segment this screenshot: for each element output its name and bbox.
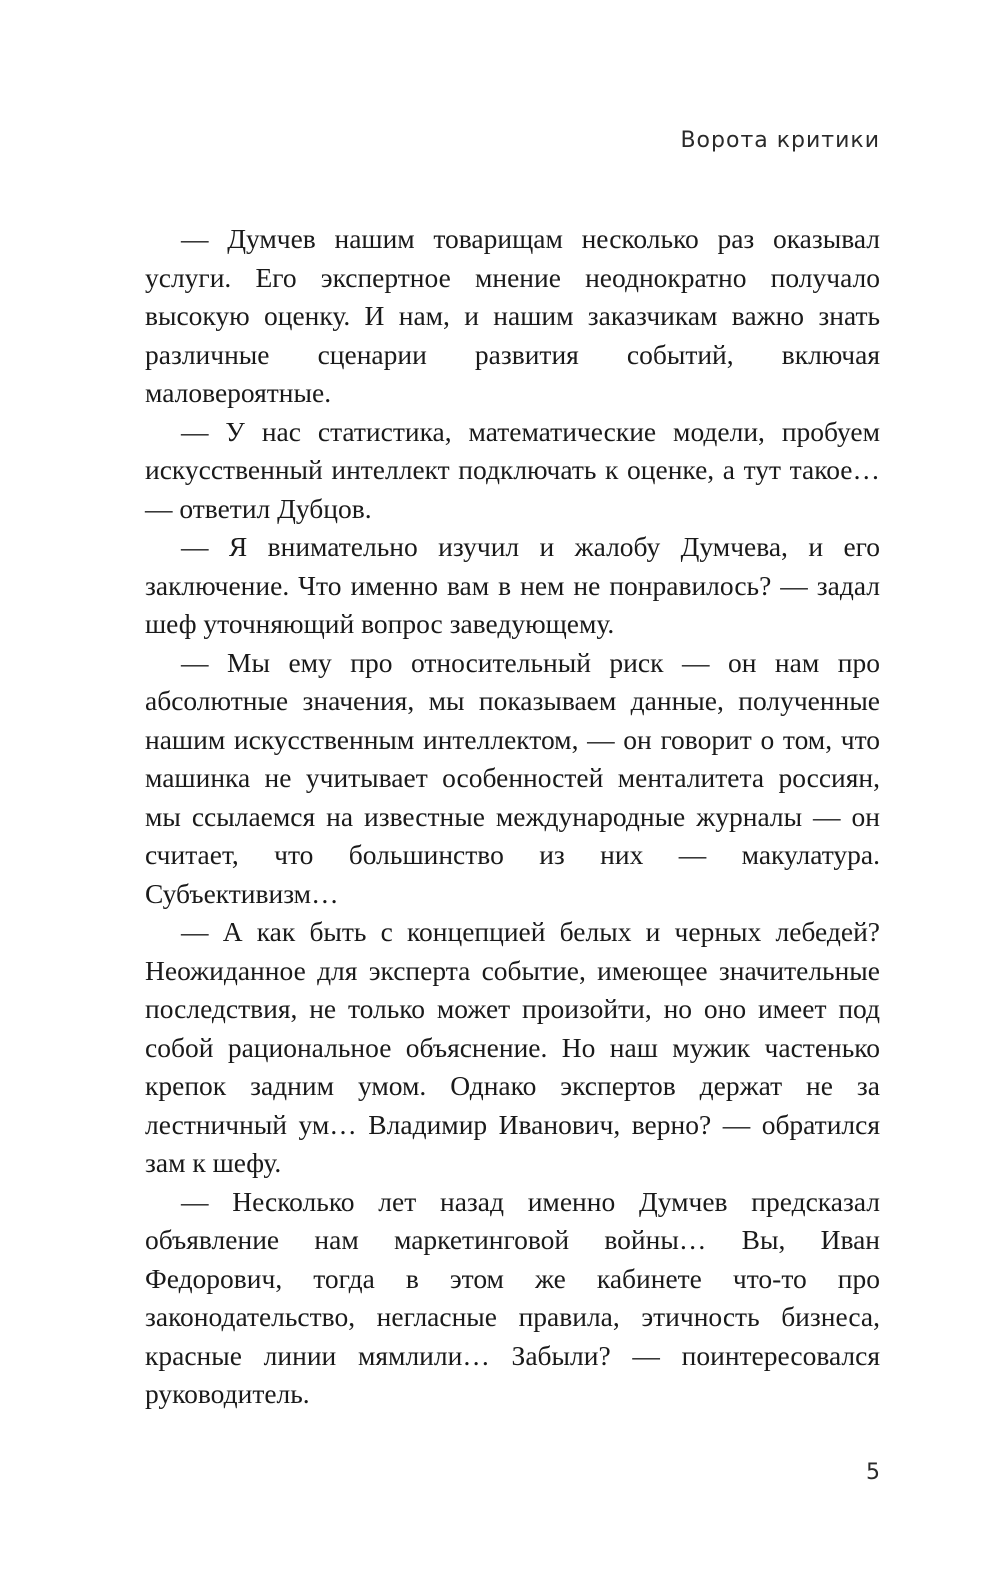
paragraph: — Мы ему про относительный риск — он нам про абсолютные значения, мы показываем данные, полученные нашим искусственным интеллектом, — он говорит о том, что машинка не учитывает особенностей менталитета россиян, мы ссылаемся на известные международные журналы — он считает, что большинство из них — макулатура. Субъективизм…	[145, 646, 880, 909]
paragraph: — Я внимательно изучил и жалобу Думчева, и его заключение. Что именно вам в нем не понравилось? — задал шеф уточняющий вопрос заведующему.	[145, 531, 880, 639]
paragraph: — Думчев нашим товарищам несколько раз оказывал услуги. Его экспертное мнение неоднократно получало высокую оценку. И нам, и нашим заказчикам важно знать различные сценарии развития событий, включая маловероятные.	[145, 223, 880, 408]
paragraph: — А как быть с концепцией белых и черных лебедей? Неожиданное для эксперта событие, имеющее значительные последствия, не только может произойти, но оно имеет под собой рациональное объяснение. Но наш мужик частенько крепок задним умом. Однако экспертов держат не за лестничный ум… Владимир Иванович, верно? — обратился зам к шефу.	[145, 916, 880, 1178]
paragraph: — Несколько лет назад именно Думчев предсказал объявление нам маркетинговой войны… Вы, Иван Федорович, тогда в этом же кабинете что-то про законодательство, негласные правила, этичность бизнеса, красные линии мямлили… Забыли? — поинтересовался руководитель.	[145, 1185, 880, 1409]
paragraph: — У нас статистика, математические модели, пробуем искусственный интеллект подключать к оценке, а тут такое… — ответил Дубцов.	[145, 415, 880, 524]
body-text	[145, 220, 880, 1414]
page-number: 5	[866, 1460, 880, 1485]
running-head: Ворота критики	[680, 128, 880, 153]
